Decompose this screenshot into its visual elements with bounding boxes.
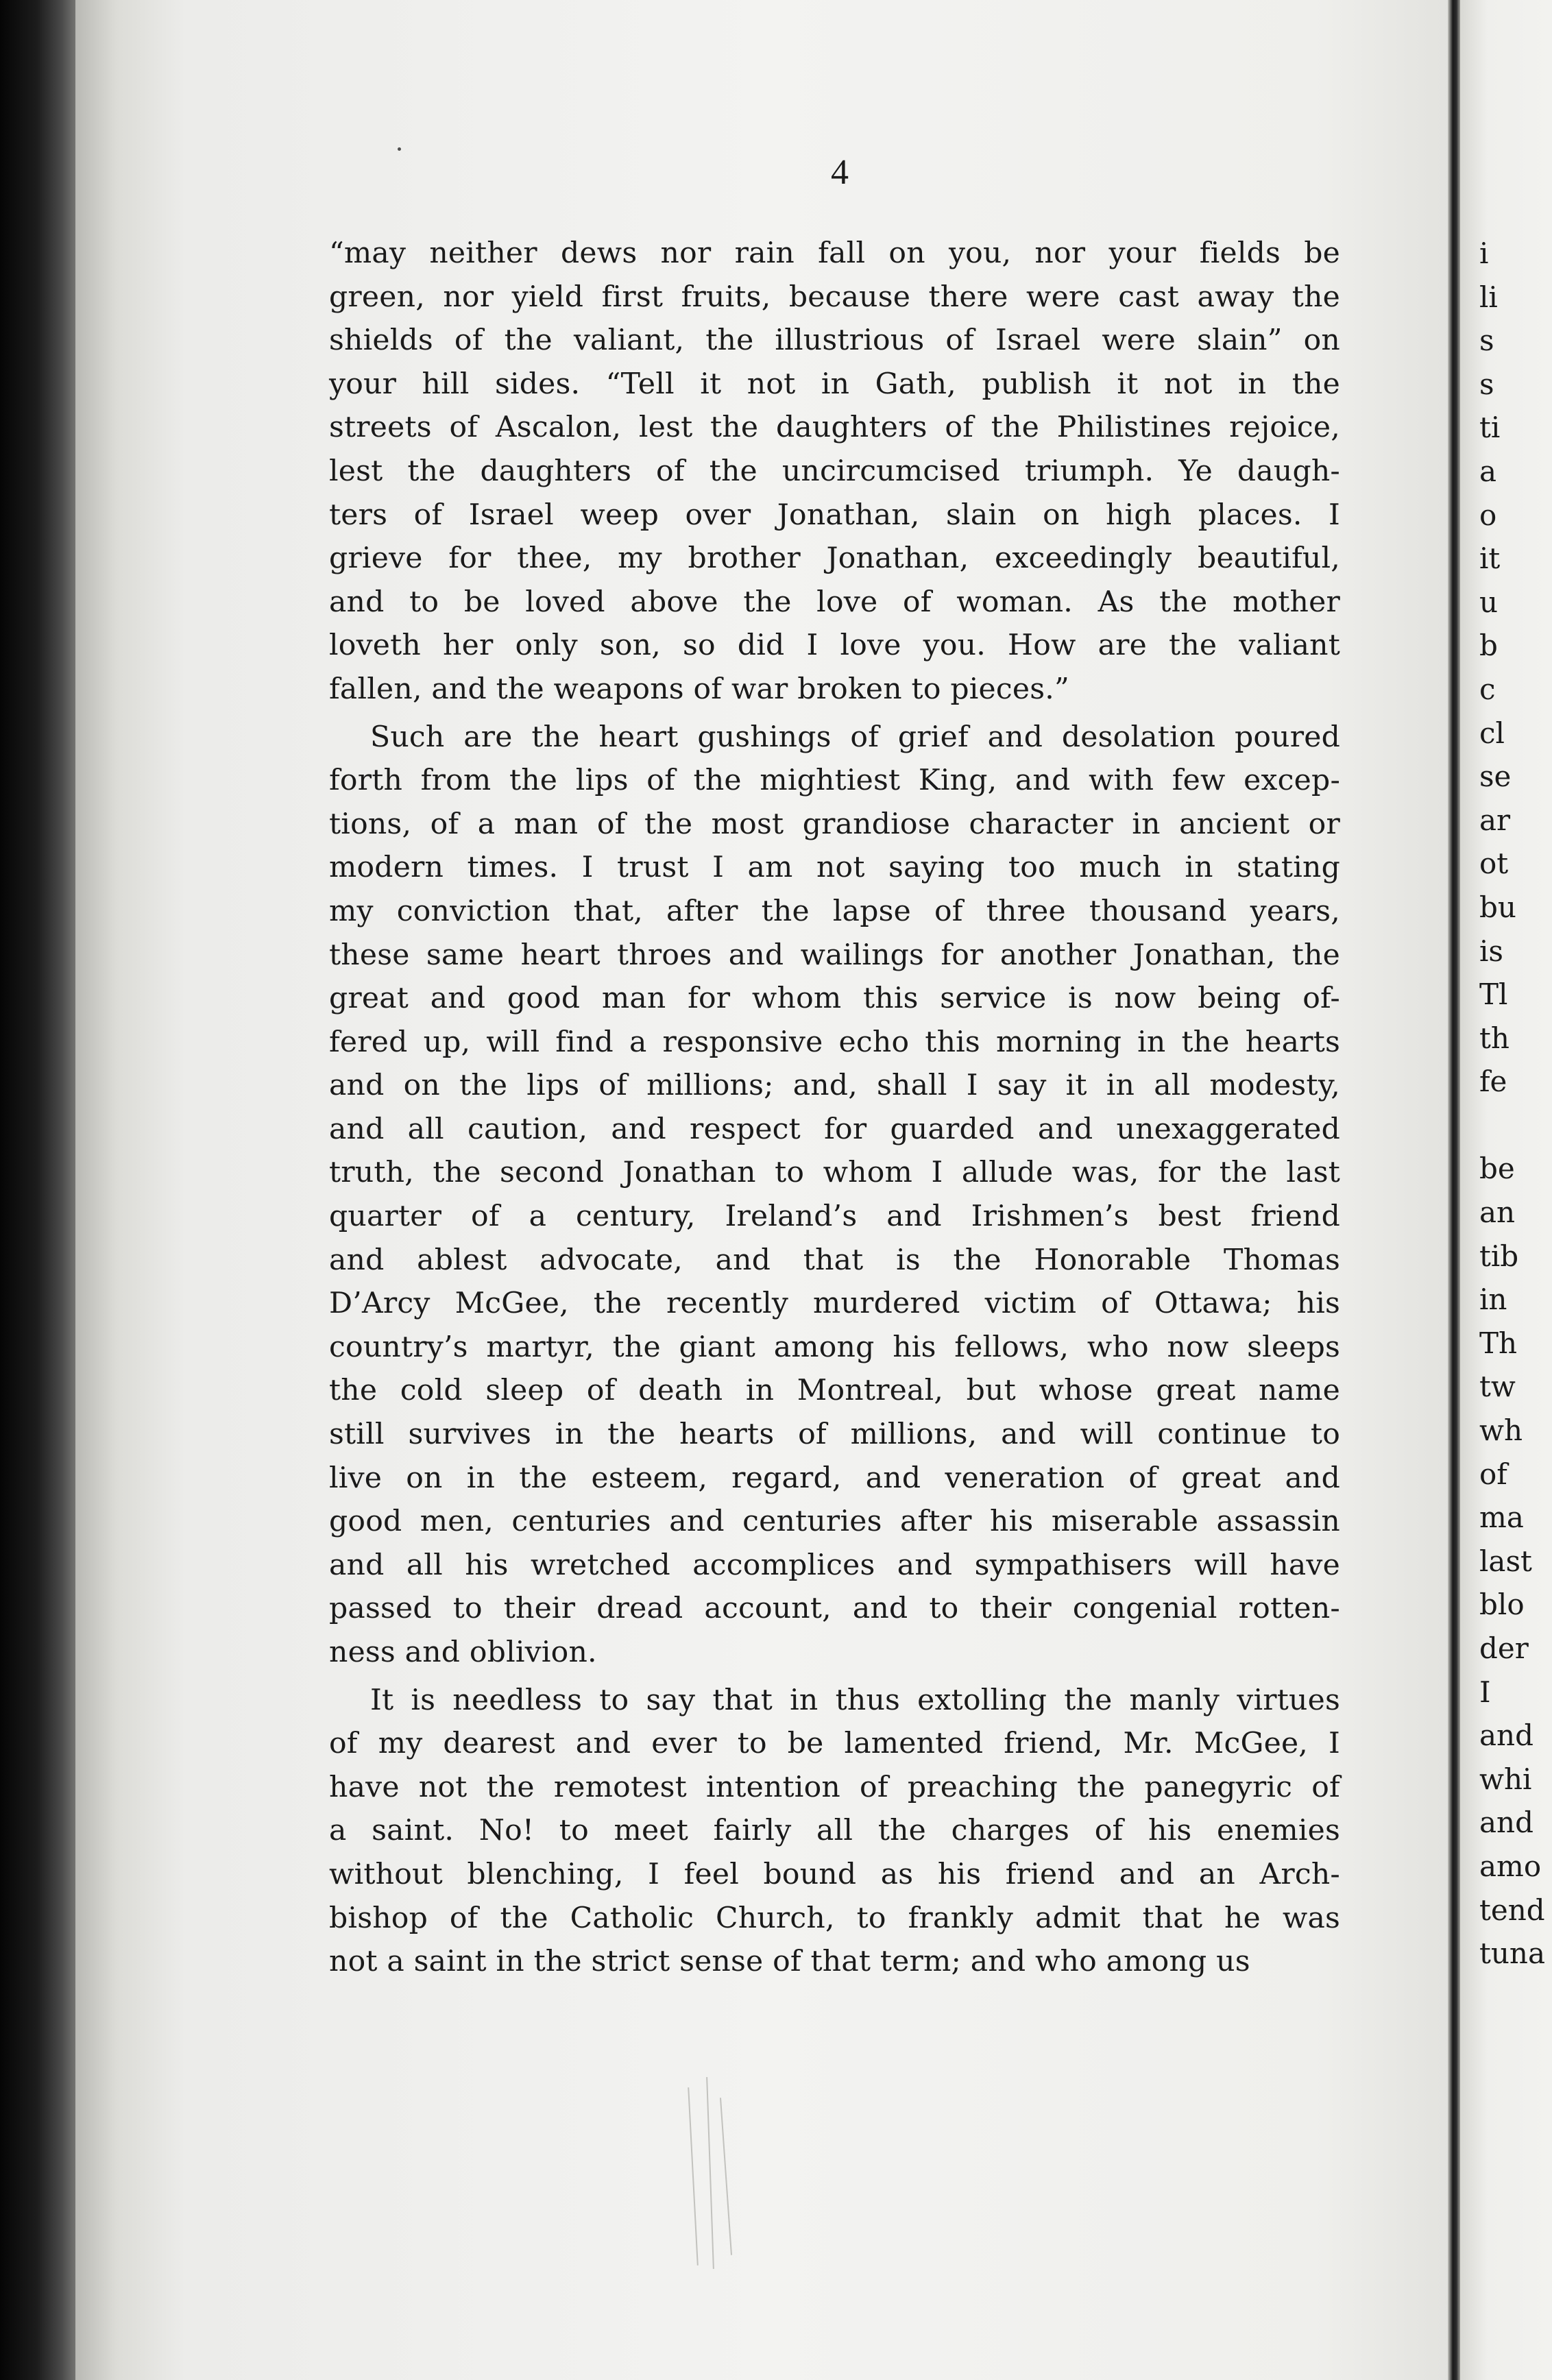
text-line: “may neither dews nor rain fall on you, nor your fields be bbox=[329, 236, 1340, 270]
facing-page-fragment: whi bbox=[1479, 1762, 1532, 1796]
facing-page-fragment: an bbox=[1479, 1195, 1516, 1230]
facing-page-fragment: last bbox=[1479, 1544, 1532, 1578]
text-line: forth from the lips of the mightiest King, and with few excep- bbox=[329, 764, 1340, 798]
text-line: your hill sides. “Tell it not in Gath, publish it not in the bbox=[329, 367, 1340, 401]
text-line: a saint. No! to meet fairly all the charges of his enemies bbox=[329, 1814, 1340, 1848]
text-line: quarter of a century, Ireland’s and Irishmen’s best friend bbox=[329, 1200, 1340, 1234]
text-line: It is needless to say that in thus extolling the manly virtues bbox=[370, 1683, 1340, 1717]
facing-page-fragment bbox=[1479, 1104, 1545, 1148]
facing-page-fragment: c bbox=[1479, 672, 1496, 706]
scan-speck bbox=[398, 147, 401, 151]
text-line: lest the daughters of the uncircumcised triumph. Ye daugh- bbox=[329, 454, 1340, 488]
text-line: tions, of a man of the most grandiose character in ancient or bbox=[329, 807, 1340, 841]
paper-fold-mark bbox=[688, 2087, 699, 2266]
facing-page-fragment: be bbox=[1479, 1152, 1515, 1186]
text-line: ness and oblivion. bbox=[329, 1636, 597, 1669]
text-line: streets of Ascalon, lest the daughters of the Philistines rejoice, bbox=[329, 411, 1340, 445]
facing-page-fragment: fe bbox=[1479, 1065, 1507, 1099]
facing-page-fragment: ma bbox=[1479, 1501, 1524, 1535]
facing-page-fragment: der bbox=[1479, 1631, 1529, 1665]
facing-page-fragment: bu bbox=[1479, 890, 1516, 924]
facing-page-fragment: of bbox=[1479, 1457, 1507, 1491]
facing-page-fragment: and bbox=[1479, 1719, 1533, 1753]
paper-fold-mark bbox=[720, 2098, 732, 2255]
facing-page-fragment: Th bbox=[1479, 1326, 1518, 1360]
paper-fold-mark bbox=[706, 2077, 714, 2269]
page-body-text bbox=[329, 232, 1340, 1984]
text-line: and to be loved above the love of woman. As the mother bbox=[329, 585, 1340, 619]
facing-page-fragment: Tl bbox=[1479, 977, 1508, 1012]
text-line: bishop of the Catholic Church, to frankly admit that he was bbox=[329, 1901, 1340, 1935]
text-line: great and good man for whom this service is now being of- bbox=[329, 982, 1340, 1016]
facing-page-fragment: tib bbox=[1479, 1239, 1519, 1273]
text-line: live on in the esteem, regard, and veneration of great and bbox=[329, 1461, 1340, 1495]
facing-page-fragment: th bbox=[1479, 1021, 1509, 1055]
facing-page-fragment: amo bbox=[1479, 1849, 1542, 1883]
text-line: without blenching, I feel bound as his friend and an Arch- bbox=[329, 1857, 1340, 1891]
facing-page-fragment: it bbox=[1479, 542, 1501, 576]
text-line: of my dearest and ever to be lamented friend, Mr. McGee, I bbox=[329, 1727, 1340, 1761]
facing-page-fragment: s bbox=[1479, 367, 1494, 401]
facing-page-fragment: tuna bbox=[1479, 1936, 1546, 1971]
page-number: 4 bbox=[831, 153, 849, 192]
text-line: passed to their dread account, and to their congenial rotten- bbox=[329, 1592, 1340, 1626]
facing-page-fragment: ti bbox=[1479, 411, 1501, 445]
facing-page-fragment: and bbox=[1479, 1806, 1533, 1840]
text-line: and all caution, and respect for guarded and unexaggerated bbox=[329, 1112, 1340, 1146]
facing-page-fragment: i bbox=[1479, 236, 1489, 270]
text-line: have not the remotest intention of preaching the panegyric of bbox=[329, 1770, 1340, 1804]
paragraph bbox=[329, 1679, 1340, 1984]
scan-left-border bbox=[0, 0, 82, 2380]
text-line: and on the lips of millions; and, shall I say it in all modesty, bbox=[329, 1069, 1340, 1103]
facing-page-fragment: a bbox=[1479, 454, 1497, 488]
text-line: Such are the heart gushings of grief and desolation poured bbox=[370, 720, 1340, 754]
facing-page-fragment: li bbox=[1479, 280, 1498, 314]
text-line: and all his wretched accomplices and sympathisers will have bbox=[329, 1548, 1340, 1582]
text-line: still survives in the hearts of millions, and will continue to bbox=[329, 1418, 1340, 1452]
facing-page-fragment: o bbox=[1479, 498, 1497, 532]
facing-page-fragment: b bbox=[1479, 629, 1498, 663]
facing-page-fragment: tend bbox=[1479, 1893, 1545, 1927]
facing-page-text-fragments bbox=[1479, 232, 1545, 1976]
facing-page-fragment: blo bbox=[1479, 1588, 1525, 1622]
facing-page-fragment: u bbox=[1479, 585, 1499, 619]
facing-page-fragment: se bbox=[1479, 760, 1512, 794]
facing-page-fragment: cl bbox=[1479, 716, 1505, 750]
facing-page-fragment: in bbox=[1479, 1283, 1507, 1317]
text-line: the cold sleep of death in Montreal, but whose great name bbox=[329, 1374, 1340, 1408]
text-line: shields of the valiant, the illustrious of Israel were slain” on bbox=[329, 324, 1340, 358]
facing-page-fragment: tw bbox=[1479, 1370, 1516, 1404]
text-line: green, nor yield first fruits, because there were cast away the bbox=[329, 280, 1340, 314]
text-line: loveth her only son, so did I love you. How are the valiant bbox=[329, 629, 1340, 663]
text-line: modern times. I trust I am not saying too much in stating bbox=[329, 851, 1340, 885]
text-line: not a saint in the strict sense of that term; and who among us bbox=[329, 1945, 1250, 1979]
text-line: and ablest advocate, and that is the Honorable Thomas bbox=[329, 1243, 1340, 1277]
text-line: ters of Israel weep over Jonathan, slain on high places. I bbox=[329, 498, 1340, 532]
facing-page-fragment: s bbox=[1479, 324, 1494, 358]
facing-page-fragment: ot bbox=[1479, 847, 1509, 881]
text-line: grieve for thee, my brother Jonathan, exceedingly beautiful, bbox=[329, 542, 1340, 576]
text-line: truth, the second Jonathan to whom I allude was, for the last bbox=[329, 1156, 1340, 1190]
text-line: fallen, and the weapons of war broken to pieces.” bbox=[329, 672, 1069, 706]
facing-page-fragment: I bbox=[1479, 1675, 1491, 1709]
text-line: my conviction that, after the lapse of three thousand years, bbox=[329, 894, 1340, 928]
facing-page-fragment: is bbox=[1479, 934, 1503, 968]
paragraph bbox=[329, 232, 1340, 712]
text-line: fered up, will find a responsive echo this morning in the hearts bbox=[329, 1025, 1340, 1059]
text-line: these same heart throes and wailings for another Jonathan, the bbox=[329, 938, 1340, 972]
facing-page-fragment: ar bbox=[1479, 803, 1511, 837]
book-gutter bbox=[1448, 0, 1460, 2380]
paragraph bbox=[329, 716, 1340, 1675]
facing-page-fragment: wh bbox=[1479, 1413, 1523, 1448]
text-line: country’s martyr, the giant among his fellows, who now sleeps bbox=[329, 1330, 1340, 1364]
text-line: D’Arcy McGee, the recently murdered victim of Ottawa; his bbox=[329, 1287, 1340, 1321]
text-line: good men, centuries and centuries after his miserable assassin bbox=[329, 1505, 1340, 1539]
